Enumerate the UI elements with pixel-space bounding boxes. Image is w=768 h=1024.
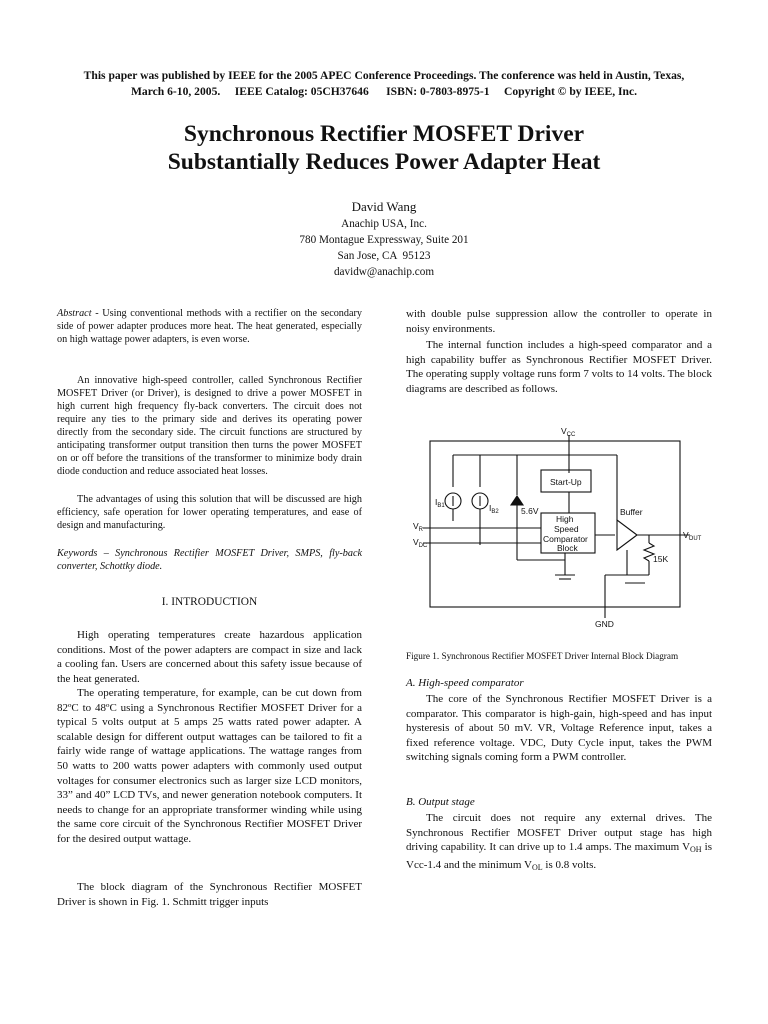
author-name: David Wang bbox=[351, 199, 417, 214]
comparator-label-2: Speed bbox=[554, 524, 579, 534]
abstract-paragraph-2: An innovative high-speed controller, called Synchronous Rectifier MOSFET Driver (or Driver), is designed to drive a power MOSFET in high current high frequency fly-back converters. The circuit does not require any ties to the primary side and derives its operating power directly from the secondary side. The circuit functions are structured by anticipating transformer output transition then turns the power MOSFET on or off before the transitions of the transformer to minimize body drain diode conduction and reduce associated heat losses. bbox=[57, 375, 362, 477]
section-a-heading: A. High-speed comparator bbox=[406, 677, 524, 689]
section-b-text: The circuit does not require any external drives. The Synchronous Rectifier MOSFET Driver output stage has high driving capability. It can drive up to 1.4 amps. The maximum $V_{OH}$ is Vcc-1.4 and the minimum $V_{OL}$ is 0.8 volts. bbox=[406, 812, 712, 872]
right-paragraph-2: The internal function includes a high-speed comparator and a high capability buffer as Synchronous Rectifier MOSFET Driver. The operating supply voltage runs form 7 volts to 14 volts. The block diagrams are described as follows. bbox=[406, 339, 712, 395]
abstract-paragraph-3: The advantages of using this solution that will be discussed are high efficiency, safe operation for lower operating temperatures, and ease of design and manufacturing. bbox=[57, 494, 362, 531]
section-a-text: The core of the Synchronous Rectifier MOSFET Driver is a comparator. This comparator is high-gain, high-speed and has input hysteresis of about 50 mV. VR, Voltage Reference input, takes a fixed reference voltage. VDC, Duty Cycle input, takes the PWM switching signals coming form a PWM controller. bbox=[406, 693, 712, 764]
zener-label: 5.6V bbox=[521, 506, 539, 516]
vdc-label: $V_{DC}$ bbox=[413, 537, 428, 549]
publication-note bbox=[20, 68, 748, 100]
buffer-label: Buffer bbox=[620, 507, 643, 517]
intro-paragraph-2: The operating temperature, for example, can be cut down from 82ºC to 48ºC using a Synchronous Rectifier MOSFET Driver for a typical 5 volts output at 5 amps 25 watts rated power adapter. A scalable design for different output wattages can be tailored to fit a fairly wide range of wattage applications. The wattage ranges from 50 watts to 200 watts power adapters with commonly used output voltages for consumer electronics such as larger size LCD monitors, 33” and 40” LCD TVs, and newer generation notebook computers. It needs to change for an appropriate transformer winding while using the same core circuit of the Synchronous Rectifier MOSFET Driver for the desired output wattage. bbox=[57, 687, 362, 845]
intro-paragraph-1: High operating temperatures create hazardous application conditions. Most of the power adapters are compact in size and lack a cooling fan. Users are concerned about this safety issue because of the heat generated. bbox=[57, 629, 362, 685]
publication-note-line2: March 6-10, 2005. IEEE Catalog: 05CH37646 ISBN: 0-7803-8975-1 Copyright © by IEEE, Inc. bbox=[130, 85, 638, 98]
gnd-label: GND bbox=[595, 619, 614, 629]
vout-label: $V_{OUT}$ bbox=[683, 530, 702, 542]
comparator-label-3: Comparator bbox=[543, 534, 588, 544]
intro-paragraph-3: The block diagram of the Synchronous Rectifier MOSFET Driver is shown in Fig. 1. Schmitt trigger inputs bbox=[57, 881, 362, 908]
author-address1: 780 Montague Expressway, Suite 201 bbox=[299, 234, 469, 246]
zener-diode bbox=[511, 496, 523, 505]
author-org: Anachip USA, Inc. bbox=[341, 218, 427, 230]
buffer-triangle bbox=[617, 520, 637, 550]
ib2-label: $I_{B2}$ bbox=[489, 503, 499, 515]
right-paragraph-1: with double pulse suppression allow the controller to operate in noisy environments. bbox=[406, 308, 712, 335]
title-line1: Synchronous Rectifier MOSFET Driver bbox=[183, 121, 585, 147]
vcc-label: $V_{CC}$ bbox=[561, 426, 576, 438]
author-email: davidw@anachip.com bbox=[333, 266, 435, 278]
keywords: Keywords – Synchronous Rectifier MOSFET Driver, SMPS, fly-back converter, Schottky diode. bbox=[57, 548, 362, 572]
comparator-label-1: High bbox=[556, 514, 574, 524]
comparator-label-4: Block bbox=[557, 543, 578, 553]
ib1-label: $I_{B1}$ bbox=[435, 497, 445, 509]
paper-title bbox=[20, 120, 748, 176]
block-diagram bbox=[405, 425, 715, 633]
startup-label: Start-Up bbox=[550, 477, 582, 487]
section-b-heading: B. Output stage bbox=[406, 796, 475, 808]
resistor-label: 15K bbox=[653, 554, 669, 564]
author-address2: San Jose, CA 95123 bbox=[337, 250, 431, 262]
abstract bbox=[57, 307, 362, 346]
vr-label: $V_R$ bbox=[413, 521, 424, 533]
title-line2: Substantially Reduces Power Adapter Heat bbox=[167, 149, 601, 175]
author-affiliation bbox=[20, 216, 748, 280]
abstract-text: Using conventional methods with a rectifier on the secondary side of power adapter produces more heat. The heat generated, especially on high wattage power adapters, is even worse. bbox=[57, 308, 363, 345]
intro-heading: I. INTRODUCTION bbox=[161, 596, 258, 608]
publication-note-line1: This paper was published by IEEE for the 2005 APEC Conference Proceedings. The conference was held in Austin, Texas, bbox=[83, 69, 685, 82]
figure-caption: Figure 1. Synchronous Rectifier MOSFET Driver Internal Block Diagram bbox=[406, 651, 679, 661]
abstract-label: Abstract - bbox=[57, 308, 99, 319]
